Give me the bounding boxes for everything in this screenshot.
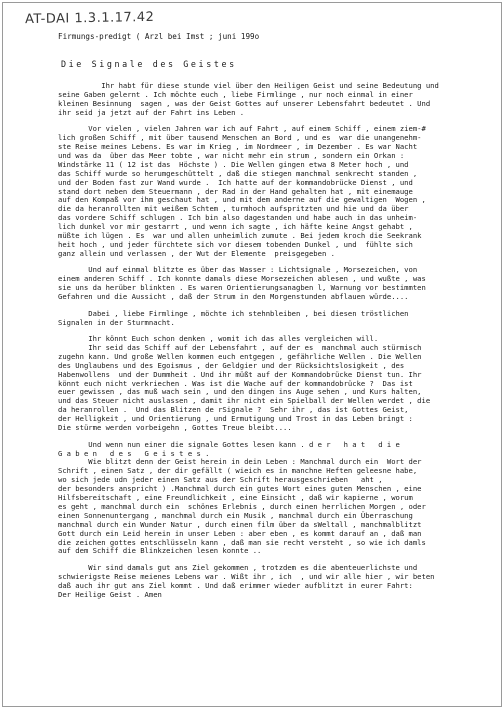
text-line: Vor vielen , vielen Jahren war ich auf Fahrt , auf einem Schiff , einem ziem-# — [58, 124, 426, 134]
text-line: zugehn kann. Und große Wellen kommen euch entgegen , gefährliche Wellen . Die Wellen — [58, 351, 422, 361]
paragraph — [58, 266, 502, 302]
text-line: Dabei , liebe Firmlinge , möchte ich stehnbleiben , bei diesen tröstlichen — [58, 308, 409, 318]
text-line: das vordere Schiff schlugen . Ich bin also dagestanden und habe auch in das unheim- — [58, 213, 418, 223]
text-line: Schrift , einen Satz , der dir gefällt ( wieich es in manchne Heften geleesne habe, — [58, 466, 418, 476]
sermon-title: Die Signale des Geistes — [61, 59, 237, 69]
text-line: ganz allein und verlassen , der Wut der Elemente preisgegeben . — [58, 248, 335, 258]
text-line: müßte ich lügen . Es war und allen unheimlich zumute . Bei jedem kroch die Seekrank — [58, 231, 422, 241]
text-line: könnt euch nicht verkriechen . Was ist die Wache auf der kommandobrücke ? Das ist — [58, 378, 413, 388]
text-line: ste Reise meines Lebens. Es war im Krieg , im Nordmeer , im Dezember . Es war Nacht — [58, 142, 418, 152]
text-line: Habenwollens und der Dummheit . Und ihr müßt auf der Kommandobrücke Dienst tun. Ihr — [58, 369, 422, 379]
text-line: Und auf einmal blitzte es über das Wasser : Lichtsignale , Morsezeichen, von — [58, 265, 418, 275]
text-line: Wie blitzt denn der Geist herein in dein Leben : Manchmal durch ein Wort der — [58, 457, 422, 467]
text-line: einem anderen Schiff . Ich konnte damals diese Morsezeichen ablesen , und wußte , was — [58, 274, 426, 284]
text-line: Ihr seid das Schiff auf der Lebensfahrt , auf der es manchmal auch stürmisch — [58, 342, 422, 352]
paragraph — [58, 441, 502, 459]
text-line: Hilfsbereitschaft , eine Freundlichkeit , eine Einsicht , daß wir kapierne , worum — [58, 493, 413, 503]
text-line: des Unglaubens und des Egoismus , der Geldgier und der Rücksichtslosigkeit , des — [58, 360, 405, 370]
sermon-header-line: Firmungs-predigt ( Arzl bei Imst ; juni 199o — [58, 32, 260, 41]
paragraph — [58, 458, 502, 556]
archive-reference-stamp: AT-DAI 1.3.1.17.42 — [24, 9, 155, 28]
text-line: sie uns da herüber blinkten . Es waren Orientierungsanagben l, Warnung vor bestimmten — [58, 283, 426, 293]
text-line: heit hoch , und jeder fürchtete sich vor diesem tobenden Dunkel , und fühlte sich — [58, 240, 413, 249]
text-line: Ihr könnt Euch schon denken , womit ich das alles vergleichen will. — [58, 334, 379, 344]
paragraph — [58, 564, 502, 600]
text-line: Gefahren und die Aussicht , daß der Strum in den Morgenstunden abflauen würde.... — [58, 292, 409, 302]
text-line: die da heranrollten mit weißem Schtem , turmhoch aufspritzten und hie und da über — [58, 204, 409, 214]
text-line: und das Steuer nicht auslassen , damit ihr nicht ein Spielball der Wellen werdet , die — [58, 396, 431, 406]
paragraph — [58, 310, 502, 328]
text-line: der besonders anspricht ) .Manchmal durch ein gutes Wort eines guten Menschen , eine — [58, 484, 422, 494]
text-line: da heranrollen . Und das Blitzen de rSignale ? Sehr ihr , das ist Gottes Geist, — [58, 405, 409, 415]
text-line: auf den Kompaß vor ihm geschaut hat , und mit dem anderne auf die gewaltigen Wogen , — [58, 195, 426, 205]
text-line: Gott durch ein Leid herein in unser Leben : aber eben , es kommt darauf an , daß man — [58, 528, 422, 538]
text-line: stand dort neben dem Steuermann , der Rad in der Hand gehalten hat , mit einemauge — [58, 186, 413, 196]
text-line: lich dunkel vor mir gestarrt , und wenn ich sagte , ich häfte keine Angst gehabt , — [58, 222, 413, 232]
text-line: Die stürme werden vorbeigehn , Gottes Treue bleibt.... — [58, 423, 292, 433]
text-line: schwierigste Reise meienes Lebens war . Wißt ihr , ich , und wir alle hier , wir beten — [58, 571, 435, 581]
text-line: einen Sonnenuntergang , manchmal durch ein Musik , manchmal durch ein Überraschung — [58, 510, 413, 520]
text-line: kleinen Besinnung sagen , was der Geist Gottes auf unserer Lebensfahrt bedeutet . Und — [58, 98, 431, 108]
text-line: das Schiff wurde so herumgeschüttelt , daß die stiegen manchmal senkrecht standen , — [58, 168, 418, 178]
text-line: Wir sind damals gut ans Ziel gekommen , trotzdem es die abenteuerlichste und — [58, 562, 418, 572]
text-line: Der Heilige Geist . Amen — [58, 589, 162, 599]
text-line: lich großen Schiff , mit über tausend Menschen an Bord , und es war die unangenehm- — [58, 133, 422, 143]
text-line: und was da über das Meer tobte , war nicht mehr ein strum , sondern ein Orkan : — [58, 150, 405, 160]
document-page — [2, 2, 502, 707]
text-line: der Helligkeit , und Orientierung , und Ermutigung und Trost in das Leben bringt : — [58, 414, 413, 424]
paragraph — [58, 125, 502, 259]
text-line: manchmal durch ein Wunder Natur , durch einen film über da sWeltall , manchmalblitzt — [58, 519, 422, 529]
text-line: Signalen in der Sturmnacht. — [58, 317, 175, 327]
text-line: auf dem Schiff die Blinkzeichen lesen konnte .. — [58, 546, 262, 556]
sermon-body — [58, 82, 502, 607]
text-line: Ihr habt für diese stunde viel über den Heiligen Geist und seine Bedeutung und — [58, 81, 439, 90]
paragraph — [58, 82, 502, 118]
text-line: ihr seid ja jetzt auf der Fahrt ins Leben . — [58, 107, 245, 117]
text-line: wo sich jede udn jeder einen Satz aus der Schrift herausgeschrieben aht , — [58, 475, 383, 485]
text-line: daß auch ihr gut ans Ziel kommt . Und daß erimmer wieder aufblitzt in eurer Fahrt: — [58, 580, 413, 590]
text-line: G a b e n d e s G e i s t e s . — [58, 448, 210, 458]
text-line: Windstärke 11 ( 12 ist das Höchste ) . Die Wellen gingen etwa 8 Meter hoch , und — [58, 159, 409, 169]
text-line: es geht , manchmal durch ein schönes Erlebnis , durch einen herrlichen Morgen , oder — [58, 501, 426, 511]
text-line: Und wenn nun einer die signale Gottes lesen kann . d e r h a t d i e — [58, 439, 400, 449]
paragraph — [58, 335, 502, 433]
text-line: euer gewissen , das muß wach sein , und den dingen ins Auge sehen , und Kurs halten, — [58, 387, 422, 397]
text-line: und der Boden fast zur Wand wurde . Ich hatte auf der kommandobrücke Dienst , und — [58, 177, 413, 187]
text-line: seine Gaben gelernt . Ich möchte euch , liebe Firmlinge , nur noch einmal in einer — [58, 89, 413, 99]
text-line: die zeichen gottes entschlüsseln kann , daß man sie recht versteht , so wie ich damls — [58, 537, 426, 547]
